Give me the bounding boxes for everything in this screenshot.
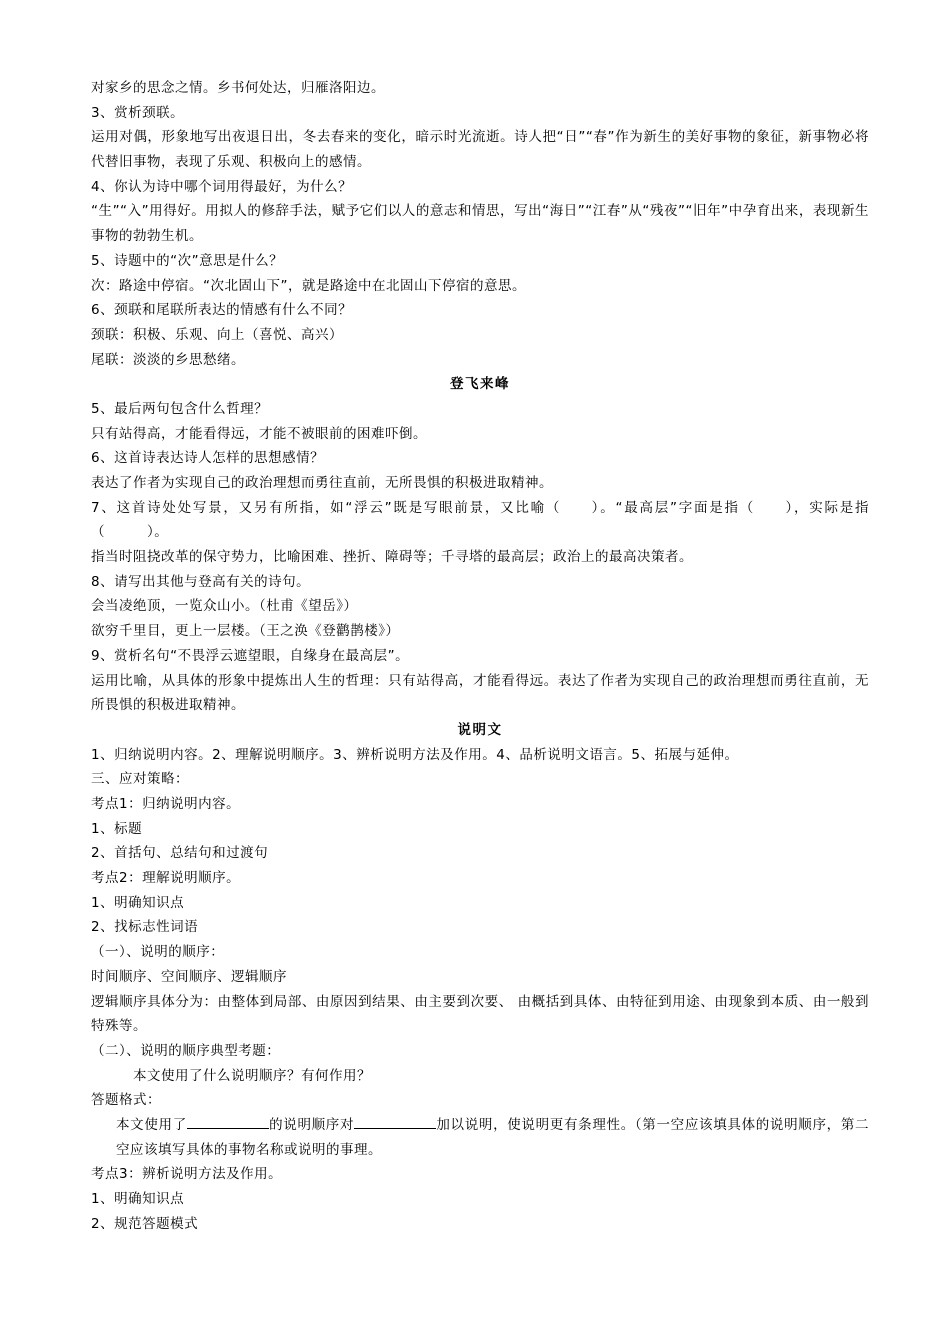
answer-paragraph: 运用比喻，从具体的形象中提炼出人生的哲理：只有站得高，才能看得远。表达了作者为实现自己的政治理想而勇往直前，无所畏惧的积极进取精神。 bbox=[91, 672, 869, 714]
fill-in-blank-1 bbox=[187, 1114, 269, 1129]
poem-line: 会当凌绝顶，一览众山小。（杜甫《望岳》） bbox=[91, 598, 358, 615]
text-line: 对家乡的思念之情。乡书何处达，归雁洛阳边。 bbox=[91, 80, 385, 96]
text-line: （二）、说明的顺序典型考题： bbox=[91, 1042, 281, 1059]
text-line: 1、标题 bbox=[91, 820, 143, 837]
question-line: 本文使用了什么说明顺序？有何作用？ bbox=[133, 1067, 371, 1084]
template-text-3: 加以说明，使说明更有条理性。（第一空应该填具体的说明顺序，第二空应该填写具体的事物名称或说明的事理。 bbox=[116, 1116, 870, 1158]
answer-paragraph: “生”“入”用得好。用拟人的修辞手法，赋予它们以人的意志和情思，写出“海日”“江春”从“残夜”“旧年”中孕育出来，表现新生事物的勃勃生机。 bbox=[91, 203, 869, 245]
template-text-1: 本文使用了 bbox=[116, 1116, 187, 1133]
answer-line: 表达了作者为实现自己的政治理想而勇往直前，无所畏惧的积极进取精神。 bbox=[91, 475, 553, 492]
text-paragraph: 逻辑顺序具体分为：由整体到局部、由原因到结果、由主要到次要、 由概括到具体、由特征到用途、由现象到本质、由一般到特殊等。 bbox=[91, 993, 869, 1035]
question-line: 8、请写出其他与登高有关的诗句。 bbox=[91, 573, 311, 590]
text-line: （一）、说明的顺序： bbox=[91, 944, 225, 961]
question-line: 5、诗题中的“次”意思是什么？ bbox=[91, 252, 284, 269]
text-line: 1、明确知识点 bbox=[91, 1191, 185, 1208]
text-line: 考点1：归纳说明内容。 bbox=[91, 796, 241, 812]
text-line: 2、首括句、总结句和过渡句 bbox=[91, 845, 269, 862]
answer-line: 颈联：积极、乐观、向上（喜悦、高兴） bbox=[91, 326, 343, 343]
question-line: 4、你认为诗中哪个词用得最好，为什么？ bbox=[91, 178, 353, 195]
question-line: 5、最后两句包含什么哲理？ bbox=[91, 400, 269, 417]
text-line: 1、归纳说明内容。2、理解说明顺序。3、辨析说明方法及作用。4、品析说明文语言。5、拓展与延伸。 bbox=[91, 746, 739, 763]
question-line: 9、赏析名句“不畏浮云遮望眼，自缘身在最高层”。 bbox=[91, 647, 410, 664]
question-line: 3、赏析颈联。 bbox=[91, 104, 185, 121]
answer-line: 只有站得高，才能看得远，才能不被眼前的困难吓倒。 bbox=[91, 425, 427, 442]
text-line: 考点3：辨析说明方法及作用。 bbox=[91, 1166, 283, 1183]
text-line: 时间顺序、空间顺序、逻辑顺序 bbox=[91, 968, 287, 985]
question-line: 6、这首诗表达诗人怎样的思想感情？ bbox=[91, 450, 325, 467]
answer-template-paragraph bbox=[91, 1113, 869, 1162]
answer-paragraph: 运用对偶，形象地写出夜退日出，冬去春来的变化，暗示时光流逝。诗人把“日”“春”作为新生的美好事物的象征，新事物必将代替旧事物，表现了乐观、积极向上的感情。 bbox=[91, 129, 869, 171]
text-line: 2、找标志性词语 bbox=[91, 919, 199, 936]
text-line: 考点2：理解说明顺序。 bbox=[91, 870, 241, 887]
poem-line: 欲穷千里目，更上一层楼。（王之涣《登鹳鹊楼》） bbox=[91, 623, 400, 640]
answer-line: 指当时阻挠改革的保守势力，比喻困难、挫折、障碍等；千寻塔的最高层；政治上的最高决策者。 bbox=[91, 549, 693, 566]
text-line: 答题格式： bbox=[91, 1092, 161, 1109]
template-text-2: 的说明顺序对 bbox=[268, 1116, 355, 1133]
question-line: 6、颈联和尾联所表达的情感有什么不同？ bbox=[91, 302, 353, 319]
question-paragraph: 7、这首诗处处写景，又另有所指，如“浮云”既是写眼前景，又比喻（ ）。“最高层”字面是指（ ），实际是指（ ）。 bbox=[91, 499, 869, 541]
section-heading-shuomingwen: 说明文 bbox=[457, 721, 503, 738]
text-line: 1、明确知识点 bbox=[91, 894, 185, 911]
document-page bbox=[91, 76, 869, 1236]
text-line: 三、应对策略： bbox=[91, 771, 189, 788]
answer-line: 尾联：淡淡的乡思愁绪。 bbox=[91, 351, 245, 368]
fill-in-blank-2 bbox=[354, 1114, 436, 1129]
text-line: 2、规范答题模式 bbox=[91, 1215, 199, 1232]
answer-line: 次：路途中停宿。“次北固山下”，就是路途中在北固山下停宿的意思。 bbox=[91, 277, 526, 294]
section-heading-dengfeilaifeng: 登飞来峰 bbox=[450, 376, 510, 393]
